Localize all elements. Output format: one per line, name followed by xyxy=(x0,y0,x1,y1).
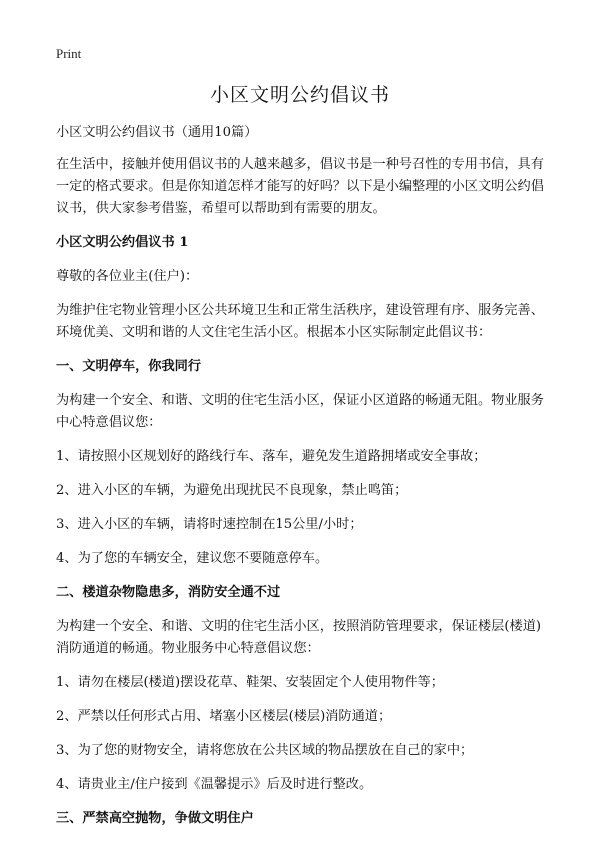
list-item: 3、进入小区的车辆，请将时速控制在15公里/小时； xyxy=(56,517,363,532)
document-subtitle: 小区文明公约倡议书（通用10篇） xyxy=(56,125,258,140)
document-body xyxy=(56,122,550,842)
intro-paragraph: 在生活中，接触并使用倡议书的人越来越多，倡议书是一种号召性的专用书信，具有一定的格式要求。但是你知道怎样才能写的好吗？以下是小编整理的小区文明公约倡议书，供大家参考借鉴，希望可以帮助到有需要的朋友。 xyxy=(56,157,544,216)
page-title: 小区文明公约倡议书 xyxy=(209,84,390,106)
list-item: 1、请勿在楼层(楼道)摆设花草、鞋架、安装固定个人使用物件等； xyxy=(56,675,444,690)
print-link[interactable]: Print xyxy=(56,46,82,61)
heading-high-throw: 三、严禁高空抛物，争做文明住户 xyxy=(56,811,254,826)
list-item: 3、为了您的财物安全，请将您放在公共区域的物品摆放在自己的家中； xyxy=(56,743,474,758)
list-item: 4、为了您的车辆安全，建议您不要随意停车。 xyxy=(56,551,329,566)
parking-intro: 为构建一个安全、和谐、文明的住宅生活小区，保证小区道路的畅通无阻。物业服务中心特意倡议您： xyxy=(56,393,544,430)
list-item: 4、请贵业主/住户接到《温馨提示》后及时进行整改。 xyxy=(56,777,373,792)
list-item: 2、进入小区的车辆，为避免出现扰民不良现象，禁止鸣笛； xyxy=(56,483,408,498)
purpose-paragraph: 为维护住宅物业管理小区公共环境卫生和正常生活秩序，建设管理有序、服务完善、环境优美、文明和谐的人文住宅生活小区。根据本小区实际制定此倡议书： xyxy=(56,303,544,340)
fire-safety-intro: 为构建一个安全、和谐、文明的住宅生活小区，按照消防管理要求，保证楼层(楼道)消防通道的畅通。物业服务中心特意倡议您： xyxy=(56,619,542,656)
heading-parking: 一、文明停车，你我同行 xyxy=(56,359,202,374)
heading-fire-safety: 二、楼道杂物隐患多，消防安全通不过 xyxy=(56,585,281,600)
list-item: 2、严禁以任何形式占用、堵塞小区楼层(楼层)消防通道； xyxy=(56,709,392,724)
list-item: 1、请按照小区规划好的路线行车、落车，避免发生道路拥堵或安全事故； xyxy=(56,449,487,464)
section-title: 小区文明公约倡议书 1 xyxy=(56,235,189,250)
salutation: 尊敬的各位业主(住户)： xyxy=(56,269,199,284)
